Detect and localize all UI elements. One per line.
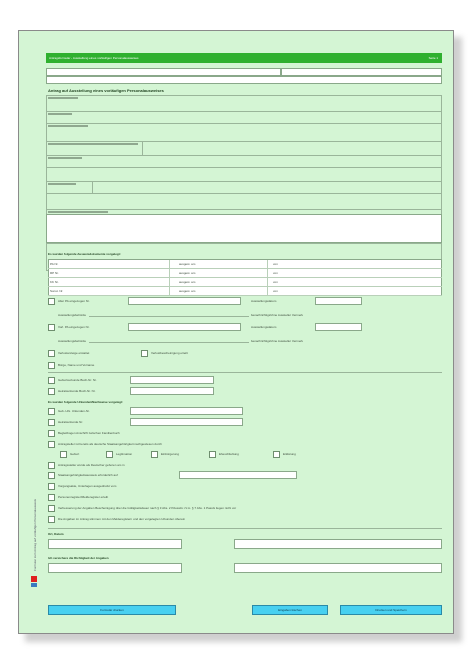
personal-data-block bbox=[46, 95, 442, 271]
option-label: Heiratsurkunde Buch-Nr. Nr. bbox=[58, 389, 96, 393]
marriage-book-checkbox[interactable] bbox=[48, 388, 55, 395]
option-label: Verlustanzeige erstattet bbox=[58, 351, 90, 355]
divider bbox=[48, 372, 442, 373]
marriage-book-field[interactable] bbox=[130, 387, 214, 395]
clear-inputs-button[interactable]: Eingaben löschen bbox=[252, 605, 328, 615]
naturalization-checkbox[interactable] bbox=[151, 451, 158, 458]
document-row-c3: von bbox=[273, 280, 278, 284]
divider bbox=[46, 141, 442, 142]
label-mark bbox=[48, 157, 82, 159]
born-german-checkbox[interactable] bbox=[48, 462, 55, 469]
docs-heading: Es wurden folgende Ausweisdokumente vorgelegt: bbox=[48, 252, 121, 256]
option-label: Antragsteller ist bereits als deutsche Staatsangehörigkeit nachgewiesen durch bbox=[58, 442, 162, 446]
option-label: Geburtsurkunde Buch-Nr. Nr. bbox=[58, 378, 97, 382]
option-label: Legitimation bbox=[116, 452, 133, 456]
citizenship-cert-field[interactable] bbox=[179, 471, 297, 479]
option-label: Staatsangehörigkeitsausweis erforderlich auf bbox=[58, 473, 118, 477]
records-checkbox[interactable] bbox=[48, 483, 55, 490]
legitimation-checkbox[interactable] bbox=[106, 451, 113, 458]
divider bbox=[48, 528, 442, 529]
document-row bbox=[48, 260, 442, 269]
address-field[interactable] bbox=[46, 76, 442, 84]
document-row bbox=[48, 278, 442, 287]
column-divider bbox=[169, 269, 170, 278]
place-date-label: Ort, Datum bbox=[48, 532, 64, 536]
surname-field[interactable] bbox=[46, 68, 281, 76]
option-label: Eheschließung bbox=[219, 452, 239, 456]
birth-cert-field[interactable] bbox=[130, 407, 243, 415]
id-heading: Es wurden folgende Urkunden/Nachweise vorgelegt: bbox=[48, 400, 124, 404]
option-label: Alter PA eingezogen Nr. bbox=[58, 299, 90, 303]
option-label: Heiratsurkunde Nr. bbox=[58, 420, 84, 424]
label-mark bbox=[48, 143, 138, 145]
birth-book-field[interactable] bbox=[130, 376, 214, 384]
birth-cert-checkbox[interactable] bbox=[48, 408, 55, 415]
divider bbox=[46, 111, 442, 112]
old-id-number-field[interactable] bbox=[128, 297, 241, 305]
family-book-checkbox[interactable] bbox=[48, 430, 55, 437]
document-row-c3: von bbox=[273, 262, 278, 266]
option-label: Antragssteller wurde als Deutscher geboren am in bbox=[58, 463, 125, 467]
form-title: Antrag auf Ausstellung eines vorläufigen Personalausweises bbox=[48, 88, 164, 93]
document-row-c3: von bbox=[273, 271, 278, 275]
option-label: Geb.-Urk. Urkunden-Nr. bbox=[58, 409, 90, 413]
birth-checkbox[interactable] bbox=[60, 451, 67, 458]
divider bbox=[92, 181, 93, 193]
confirm-signature-field[interactable] bbox=[234, 563, 442, 573]
column-divider bbox=[169, 287, 170, 296]
prov-id-checkbox[interactable] bbox=[48, 324, 55, 331]
document-row-c2: ausgest. am bbox=[179, 289, 196, 293]
signature-field[interactable] bbox=[234, 539, 442, 549]
column-divider bbox=[169, 260, 170, 269]
label-mark bbox=[48, 183, 76, 185]
citizenship-cert-checkbox[interactable] bbox=[48, 472, 55, 479]
option-label: Bürge, Name und Vorname bbox=[58, 363, 95, 367]
marriage-cert-field[interactable] bbox=[130, 418, 243, 426]
option-label: Ausstellungsbehörde bbox=[58, 313, 87, 317]
option-label: Ausstellungsdatum bbox=[251, 325, 277, 329]
label-mark bbox=[48, 211, 108, 213]
option-label: benachrichtigt/ohne Aussteller Vermerk bbox=[251, 313, 304, 317]
firstname-field[interactable] bbox=[281, 68, 442, 76]
option-label: Verlustbescheinigung erteilt bbox=[151, 351, 188, 355]
marriage-cert-checkbox[interactable] bbox=[48, 419, 55, 426]
confirm-date-field[interactable] bbox=[48, 563, 182, 573]
remarks-field[interactable] bbox=[46, 214, 442, 243]
page-number: Seite 1 bbox=[428, 56, 438, 60]
old-id-checkbox[interactable] bbox=[48, 298, 55, 305]
label-mark bbox=[48, 97, 78, 99]
column-divider bbox=[267, 260, 268, 269]
register-checkbox[interactable] bbox=[48, 494, 55, 501]
divider bbox=[46, 123, 442, 124]
birth-book-checkbox[interactable] bbox=[48, 377, 55, 384]
option-label: Ausstellungsdatum bbox=[251, 299, 277, 303]
divider bbox=[46, 209, 442, 210]
document-row-c2: ausgest. am bbox=[179, 262, 196, 266]
loss-report-checkbox[interactable] bbox=[48, 350, 55, 357]
guarantor-checkbox[interactable] bbox=[48, 362, 55, 369]
print-save-button[interactable]: Drucken und Speichern bbox=[340, 605, 442, 615]
divider bbox=[89, 316, 249, 317]
option-label: Vorgangsakte, Unterlagen ausgedruckt vom bbox=[58, 484, 117, 488]
option-label: Geburt bbox=[70, 452, 80, 456]
option-label: Einbürgerung bbox=[161, 452, 180, 456]
divider bbox=[89, 342, 249, 343]
print-form-button[interactable]: Formular drucken bbox=[48, 605, 176, 615]
side-note: Formular zum Antrag auf vorläufigen Personalausweis bbox=[33, 498, 37, 571]
option-label: Ausstellungsbehörde bbox=[58, 339, 87, 343]
document-row bbox=[48, 287, 442, 296]
confirm-label: Ich versichere die Richtigkeit der Angaben bbox=[48, 556, 109, 560]
loss-cert-checkbox[interactable] bbox=[141, 350, 148, 357]
label-mark bbox=[48, 113, 72, 115]
place-date-field[interactable] bbox=[48, 539, 182, 549]
column-divider bbox=[267, 278, 268, 287]
prov-id-number-field[interactable] bbox=[128, 323, 241, 331]
option-label: Die Angaben im Antrag stimmen mit den Melderegistern und den vorgelegten Urkunden überein bbox=[58, 517, 186, 521]
consistency-checkbox[interactable] bbox=[48, 516, 55, 523]
header-text: Antragsformular - Ausstellung eines vorläufigen Personalausweises bbox=[49, 56, 139, 60]
document-row-c1: Sonst. Nr. bbox=[50, 289, 64, 293]
divider bbox=[46, 181, 442, 182]
divider bbox=[46, 243, 442, 244]
option-label: Vorl. PA eingezogen Nr. bbox=[58, 325, 90, 329]
old-id-date-field[interactable] bbox=[315, 297, 362, 305]
brand-logo-icon bbox=[31, 583, 37, 587]
citizenship-checkbox[interactable] bbox=[48, 441, 55, 448]
divider bbox=[46, 193, 442, 194]
form-sheet bbox=[18, 30, 454, 634]
option-label: Verbesserung der Angaben Bescheinigung über die Gültigkeitsdauer nach § 3 Abs. 2 PAuswG i.V.m. § 7 Abs. 1 PassG liegen nicht vor bbox=[58, 506, 237, 510]
divider bbox=[46, 167, 442, 168]
declaration-checkbox[interactable] bbox=[273, 451, 280, 458]
brand-logo-icon bbox=[31, 576, 37, 582]
column-divider bbox=[267, 269, 268, 278]
document-row-c2: ausgest. am bbox=[179, 271, 196, 275]
divider bbox=[142, 141, 143, 155]
divider bbox=[46, 155, 442, 156]
option-label: benachrichtigt/ohne Aussteller Vermerk bbox=[251, 339, 304, 343]
column-divider bbox=[267, 287, 268, 296]
document-row-c1: RP Nr. bbox=[50, 271, 59, 275]
option-label: Begleitbogen Anschrift zwischen Familienbuch bbox=[58, 431, 120, 435]
document-row-c1: PA Nr. bbox=[50, 262, 59, 266]
header-bar bbox=[46, 53, 442, 63]
column-divider bbox=[169, 278, 170, 287]
document-row-c3: von bbox=[273, 289, 278, 293]
option-label: Erklärung bbox=[283, 452, 296, 456]
prov-id-date-field[interactable] bbox=[315, 323, 362, 331]
validity-checkbox[interactable] bbox=[48, 505, 55, 512]
label-mark bbox=[48, 125, 88, 127]
document-row-c1: KK Nr. bbox=[50, 280, 59, 284]
option-label: Personenregister/Melderegister erteilt bbox=[58, 495, 109, 499]
document-row-c2: ausgest. am bbox=[179, 280, 196, 284]
marriage-checkbox[interactable] bbox=[209, 451, 216, 458]
document-row bbox=[48, 269, 442, 278]
